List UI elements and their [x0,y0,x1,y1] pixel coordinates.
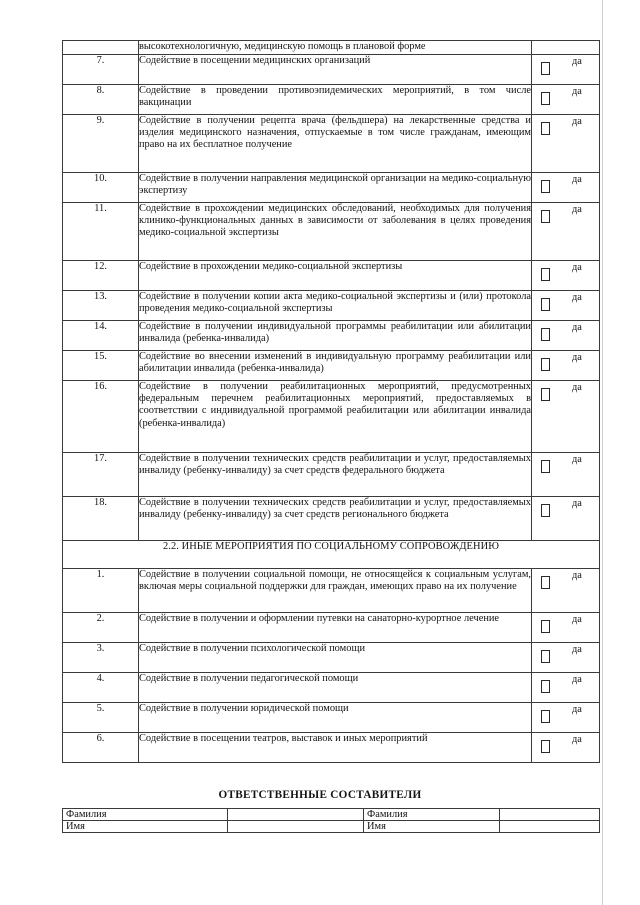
checkbox[interactable] [541,358,550,371]
table-row [63,203,600,261]
table-row [63,673,600,703]
row-number: 5. [63,703,139,733]
responsible-value-left[interactable] [228,821,364,833]
row-description: высокотехнологичную, медицинскую помощь в плановой форме [139,41,532,55]
row-description: Содействие в получении юридической помощи [139,703,532,733]
row-checkbox-cell [532,351,600,381]
checkbox[interactable] [541,180,550,193]
row-checkbox-cell [532,321,600,351]
checkbox[interactable] [541,328,550,341]
checkbox-label: да [572,498,582,509]
responsible-label-left: Фамилия [63,809,228,821]
responsible-label-left: Имя [63,821,228,833]
checkbox-label: да [572,674,582,685]
table-row [63,85,600,115]
row-number: 3. [63,643,139,673]
row-checkbox-cell [532,733,600,763]
row-number: 12. [63,261,139,291]
checkbox[interactable] [541,620,550,633]
row-checkbox-cell [532,643,600,673]
row-number: 11. [63,203,139,261]
table-row [63,643,600,673]
row-description: Содействие в прохождении медико-социальной экспертизы [139,261,532,291]
row-number: 7. [63,55,139,85]
checkbox-label: да [572,56,582,67]
table-row [63,733,600,763]
row-number: 13. [63,291,139,321]
services-table [62,40,600,763]
table-row [63,613,600,643]
checkbox[interactable] [541,298,550,311]
checkbox[interactable] [541,460,550,473]
row-checkbox-cell [532,85,600,115]
row-checkbox-cell [532,41,600,55]
row-checkbox-cell [532,115,600,173]
row-description: Содействие в получении психологической помощи [139,643,532,673]
checkbox[interactable] [541,92,550,105]
checkbox[interactable] [541,650,550,663]
row-checkbox-cell [532,673,600,703]
table-row [63,261,600,291]
row-number: 14. [63,321,139,351]
responsible-table [62,808,600,833]
checkbox[interactable] [541,710,550,723]
row-number: 1. [63,569,139,613]
row-checkbox-cell [532,203,600,261]
responsible-row [63,821,600,833]
table-row [63,453,600,497]
row-number: 15. [63,351,139,381]
row-description: Содействие в получении индивидуальной программы реабилитации или абилитации инвалида (ребенка-инвалида) [139,321,532,351]
checkbox[interactable] [541,268,550,281]
row-checkbox-cell [532,497,600,541]
section-title: 2.2. ИНЫЕ МЕРОПРИЯТИЯ ПО СОЦИАЛЬНОМУ СОПРОВОЖДЕНИЮ [63,541,600,569]
row-description: Содействие в проведении противоэпидемических мероприятий, в том числе вакцинации [139,85,532,115]
checkbox-label: да [572,614,582,625]
table-row [63,381,600,453]
checkbox-label: да [572,174,582,185]
checkbox-label: да [572,704,582,715]
row-description: Содействие в посещении театров, выставок и иных мероприятий [139,733,532,763]
row-number: 8. [63,85,139,115]
table-row [63,291,600,321]
responsible-label-right: Имя [364,821,500,833]
responsible-row [63,809,600,821]
row-description: Содействие в прохождении медицинских обследований, необходимых для получения клинико-функциональных данных в зависимости от заболевания в целях проведения медико-социальной экспертизы [139,203,532,261]
table-row [63,569,600,613]
row-checkbox-cell [532,569,600,613]
row-description: Содействие в получении педагогической помощи [139,673,532,703]
row-checkbox-cell [532,173,600,203]
checkbox[interactable] [541,122,550,135]
checkbox[interactable] [541,740,550,753]
checkbox-label: да [572,734,582,745]
table-row [63,703,600,733]
row-description: Содействие в получении рецепта врача (фельдшера) на лекарственные средства и изделия медицинского назначения, отпускаемые в том числе гражданам, имеющим право на их бесплатное получение [139,115,532,173]
row-number: 2. [63,613,139,643]
row-description: Содействие в получении технических средств реабилитации и услуг, предоставляемых инвалиду (ребенку-инвалиду) за счет средств регионального бюджета [139,497,532,541]
row-checkbox-cell [532,291,600,321]
checkbox[interactable] [541,210,550,223]
row-checkbox-cell [532,55,600,85]
table-row [63,55,600,85]
checkbox-label: да [572,204,582,215]
row-checkbox-cell [532,613,600,643]
table-row [63,321,600,351]
row-number: 10. [63,173,139,203]
page-edge-line [602,0,603,905]
row-number: 18. [63,497,139,541]
row-description: Содействие в получении социальной помощи, не относящейся к социальным услугам, включая меры социальной поддержки для граждан, имеющих право на их получение [139,569,532,613]
checkbox-label: да [572,644,582,655]
checkbox-label: да [572,382,582,393]
row-number: 17. [63,453,139,497]
responsible-title: ОТВЕТСТВЕННЫЕ СОСТАВИТЕЛИ [218,789,422,801]
row-description: Содействие в посещении медицинских организаций [139,55,532,85]
row-description: Содействие в получении реабилитационных мероприятий, предусмотренных федеральным перечнем реабилитационных мероприятий, предоставляемых в соответствии с индивидуальной программой реабилитации или абилитации инвалида (ребенка-инвалида) [139,381,532,453]
row-number: 16. [63,381,139,453]
row-checkbox-cell [532,261,600,291]
section-row [63,541,600,569]
checkbox-label: да [572,570,582,581]
row-number: 9. [63,115,139,173]
row-description: Содействие во внесении изменений в индивидуальную программу реабилитации или абилитации инвалида (ребенка-инвалида) [139,351,532,381]
row-description: Содействие в получении копии акта медико-социальной экспертизы и (или) протокола проведения медико-социальной экспертизы [139,291,532,321]
checkbox[interactable] [541,62,550,75]
responsible-value-left[interactable] [228,809,364,821]
row-description: Содействие в получении технических средств реабилитации и услуг, предоставляемых инвалиду (ребенку-инвалиду) за счет средств федерального бюджета [139,453,532,497]
responsible-label-right: Фамилия [364,809,500,821]
row-number: 4. [63,673,139,703]
table-row [63,115,600,173]
checkbox[interactable] [541,576,550,589]
checkbox-label: да [572,292,582,303]
checkbox-label: да [572,262,582,273]
checkbox-label: да [572,116,582,127]
row-description: Содействие в получении и оформлении путевки на санаторно-курортное лечение [139,613,532,643]
row-checkbox-cell [532,453,600,497]
checkbox[interactable] [541,680,550,693]
table-row [63,173,600,203]
table-row [63,41,600,55]
table-row [63,497,600,541]
checkbox[interactable] [541,504,550,517]
responsible-value-right[interactable] [500,809,600,821]
table-row [63,351,600,381]
row-description: Содействие в получении направления медицинской организации на медико-социальную экспертизу [139,173,532,203]
row-number: 6. [63,733,139,763]
row-checkbox-cell [532,703,600,733]
responsible-value-right[interactable] [500,821,600,833]
checkbox-label: да [572,454,582,465]
row-checkbox-cell [532,381,600,453]
checkbox[interactable] [541,388,550,401]
checkbox-label: да [572,86,582,97]
checkbox-label: да [572,352,582,363]
checkbox-label: да [572,322,582,333]
row-number [63,41,139,55]
